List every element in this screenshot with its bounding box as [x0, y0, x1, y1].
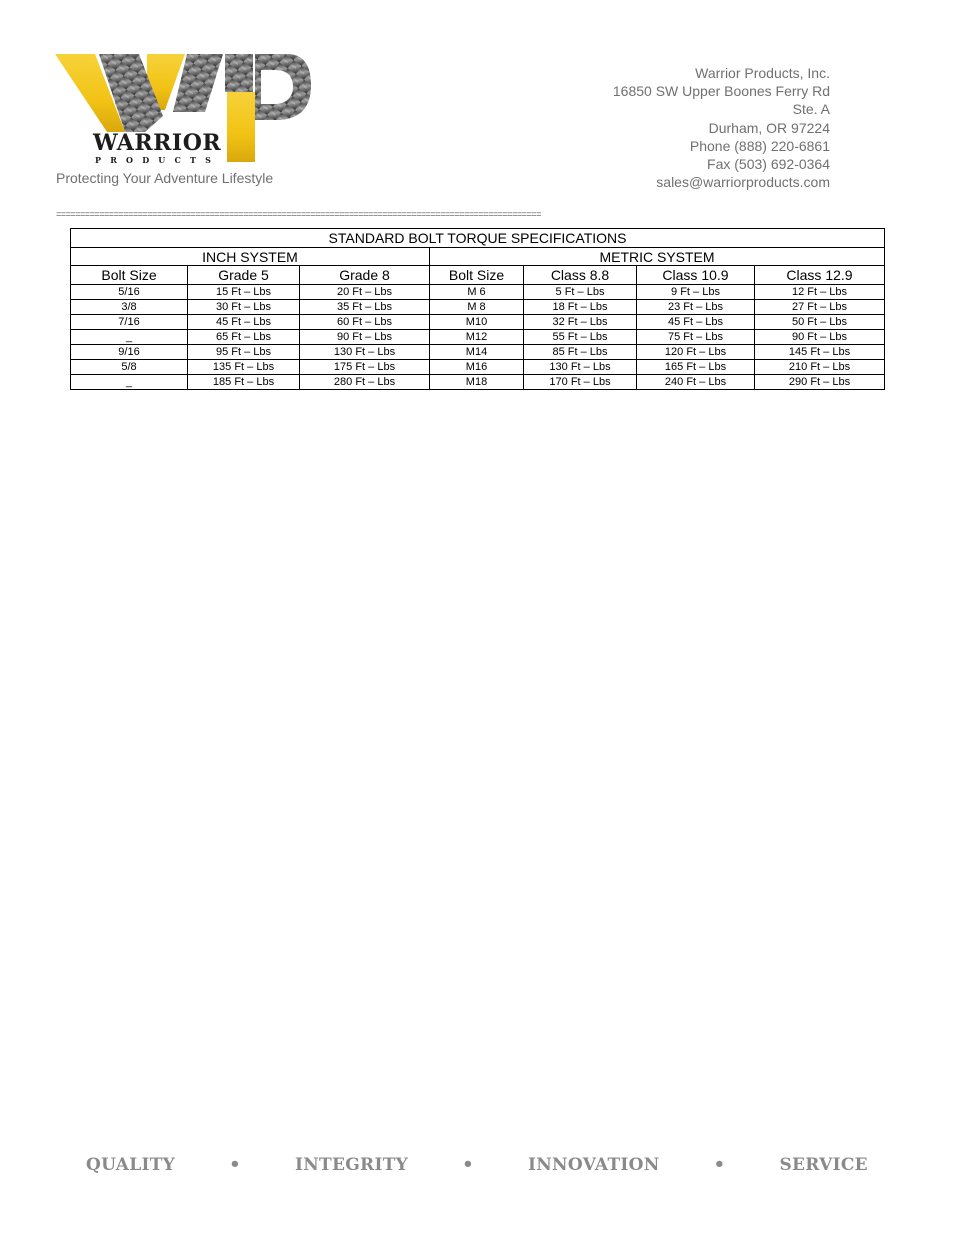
table-cell: 30 Ft – Lbs [188, 300, 300, 315]
logo-subtitle: P R O D U C T S [95, 155, 215, 165]
table-cell: M10 [430, 315, 524, 330]
table-cell: _ [71, 375, 188, 390]
table-cell: 9 Ft – Lbs [637, 285, 755, 300]
table-cell: 27 Ft – Lbs [755, 300, 885, 315]
column-header: Grade 5 [188, 266, 300, 285]
table-title: STANDARD BOLT TORQUE SPECIFICATIONS [71, 229, 885, 248]
bullet-separator: • [462, 1154, 474, 1175]
table-cell: 60 Ft – Lbs [300, 315, 430, 330]
table-cell: 170 Ft – Lbs [524, 375, 637, 390]
phone-number: Phone (888) 220-6861 [689, 137, 830, 154]
logo-wordmark: WARRIOR [93, 130, 222, 156]
table-cell: M12 [430, 330, 524, 345]
table-cell: 165 Ft – Lbs [637, 360, 755, 375]
table-cell: 280 Ft – Lbs [300, 375, 430, 390]
footer-innovation: INNOVATION [527, 1154, 660, 1175]
table-cell: M 6 [430, 285, 524, 300]
table-cell: 23 Ft – Lbs [637, 300, 755, 315]
column-header: Bolt Size [71, 266, 188, 285]
column-header: Bolt Size [430, 266, 524, 285]
city-state-zip: Durham, OR 97224 [708, 119, 830, 136]
table-cell: 120 Ft – Lbs [637, 345, 755, 360]
table-cell: 45 Ft – Lbs [188, 315, 300, 330]
table-cell: 95 Ft – Lbs [188, 345, 300, 360]
email-address[interactable]: sales@warriorproducts.com [656, 174, 830, 191]
table-cell: 12 Ft – Lbs [755, 285, 885, 300]
inch-system-header: INCH SYSTEM [71, 248, 430, 266]
table-cell: 3/8 [71, 300, 188, 315]
table-cell: 145 Ft – Lbs [755, 345, 885, 360]
table-cell: 210 Ft – Lbs [755, 360, 885, 375]
table-cell: M16 [430, 360, 524, 375]
table-cell: 75 Ft – Lbs [637, 330, 755, 345]
table-cell: M 8 [430, 300, 524, 315]
bullet-separator: • [713, 1154, 726, 1175]
table-cell: 45 Ft – Lbs [637, 315, 755, 330]
table-cell: 85 Ft – Lbs [524, 345, 637, 360]
warrior-products-logo [55, 52, 311, 166]
table-cell: 90 Ft – Lbs [300, 330, 430, 345]
table-cell: 135 Ft – Lbs [188, 360, 300, 375]
footer-service: SERVICE [779, 1154, 868, 1175]
company-name: Warrior Products, Inc. [695, 65, 830, 81]
table-cell: 130 Ft – Lbs [524, 360, 637, 375]
table-cell: 55 Ft – Lbs [524, 330, 637, 345]
table-cell: 5/8 [71, 360, 188, 375]
column-header: Grade 8 [300, 266, 430, 285]
company-tagline: Protecting Your Adventure Lifestyle [56, 170, 274, 186]
table-cell: 290 Ft – Lbs [755, 375, 885, 390]
table-cell: 35 Ft – Lbs [300, 300, 430, 315]
table-row [71, 285, 885, 300]
table-cell: 18 Ft – Lbs [524, 300, 637, 315]
table-cell: 175 Ft – Lbs [300, 360, 430, 375]
separator-rule: ===================================================================================================== [56, 210, 541, 220]
bolt-torque-table [70, 228, 885, 390]
table-row [71, 300, 885, 315]
table-cell: _ [71, 330, 188, 345]
street-address: 16850 SW Upper Boones Ferry Rd [612, 83, 830, 100]
metric-system-header: METRIC SYSTEM [430, 248, 885, 266]
table-cell: 15 Ft – Lbs [188, 285, 300, 300]
table-cell: 5 Ft – Lbs [524, 285, 637, 300]
column-header: Class 10.9 [637, 266, 755, 285]
footer-integrity: INTEGRITY [294, 1154, 409, 1175]
table-row [71, 315, 885, 330]
table-cell: 65 Ft – Lbs [188, 330, 300, 345]
fax-number: Fax (503) 692-0364 [707, 156, 830, 173]
column-header-row [71, 266, 885, 285]
bullet-separator: • [229, 1154, 241, 1175]
column-header: Class 12.9 [755, 266, 885, 285]
table-cell: 240 Ft – Lbs [637, 375, 755, 390]
company-address-block [613, 64, 830, 191]
table-row [71, 345, 885, 360]
table-row [71, 330, 885, 345]
table-cell: 7/16 [71, 315, 188, 330]
suite: Ste. A [792, 101, 830, 118]
footer-values [86, 1154, 868, 1175]
footer-quality: QUALITY [86, 1154, 176, 1175]
table-cell: M18 [430, 375, 524, 390]
table-cell: 20 Ft – Lbs [300, 285, 430, 300]
table-row [71, 375, 885, 390]
table-row [71, 360, 885, 375]
table-cell: 90 Ft – Lbs [755, 330, 885, 345]
table-cell: M14 [430, 345, 524, 360]
table-cell: 50 Ft – Lbs [755, 315, 885, 330]
table-cell: 32 Ft – Lbs [524, 315, 637, 330]
column-header: Class 8.8 [524, 266, 637, 285]
table-cell: 5/16 [71, 285, 188, 300]
table-cell: 185 Ft – Lbs [188, 375, 300, 390]
table-cell: 9/16 [71, 345, 188, 360]
table-cell: 130 Ft – Lbs [300, 345, 430, 360]
